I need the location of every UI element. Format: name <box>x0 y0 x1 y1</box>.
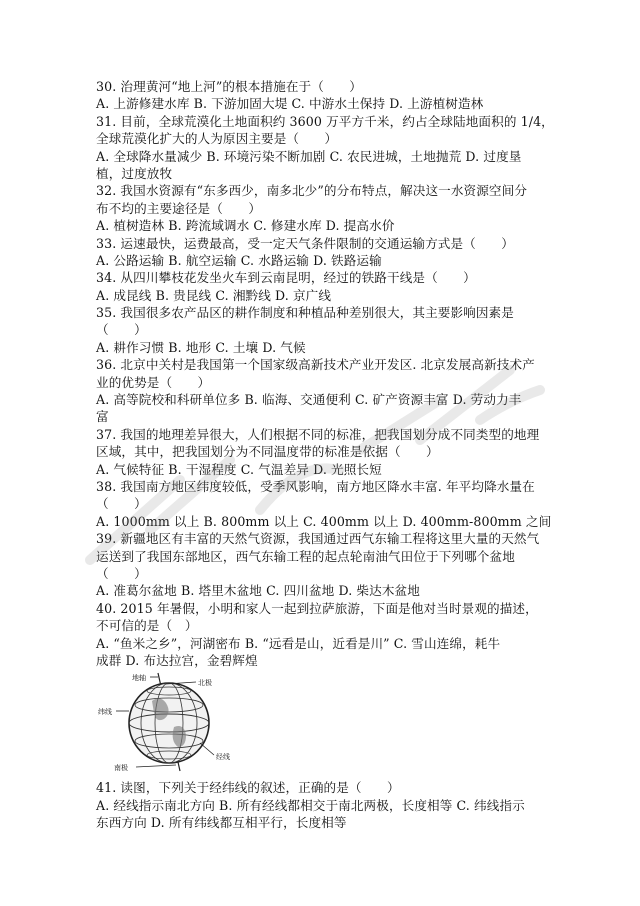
question-text-line: 37. 我国的地理差异很大，人们根据不同的标准，把我国划分成不同类型的地理 <box>96 426 540 442</box>
question-text-line: A. 公路运输 B. 航空运输 C. 水路运输 D. 铁路运输 <box>96 252 382 268</box>
globe-label-south-pole: 南极 <box>114 764 128 773</box>
question-text-line: 38. 我国南方地区纬度较低，受季风影响，南方地区降水丰富. 年平均降水量在 <box>96 478 535 494</box>
question-41-block <box>96 779 548 831</box>
globe-figure <box>96 671 548 775</box>
question-text-line: A. 植树造林 B. 跨流域调水 C. 修建水库 D. 提高水价 <box>96 218 395 234</box>
question-text-line: 39. 新疆地区有丰富的天然气资源，我国通过西气东输工程将这里大量的天然气 <box>96 531 540 547</box>
question-text-line: 35. 我国很多农产品区的耕作制度和种植品种差别很大，其主要影响因素是 <box>96 305 514 321</box>
question-41-text-line: A. 经线指示南北方向 B. 所有经线都相交于南北两极，长度相等 C. 纬线指示 <box>96 797 525 813</box>
question-text-line: 31. 目前，全球荒漠化土地面积约 3600 万平方千米，约占全球陆地面积的 1/4， <box>96 113 554 129</box>
question-text-line: A. 耕作习惯 B. 地形 C. 土壤 D. 气候 <box>96 339 306 355</box>
question-text-line: A. 全球降水量减少 B. 环境污染不断加剧 C. 农民进城，土地抛荒 D. 过度垦 <box>96 148 522 164</box>
question-text-line: 区域，其中，把我国划分为不同温度带的标准是依据（ ） <box>96 444 439 460</box>
globe-diagram <box>96 671 296 775</box>
question-text-line: A. 气候特征 B. 干湿程度 C. 气温差异 D. 光照长短 <box>96 461 382 477</box>
question-text-line: 36. 北京中关村是我国第一个国家级高新技术产业开发区. 北京发展高新技术产 <box>96 357 535 373</box>
globe-label-latitude: 纬线 <box>98 708 112 717</box>
question-text-line: A. 1000mm 以上 B. 800mm 以上 C. 400mm 以上 D. 400mm-800mm 之间 <box>96 513 552 529</box>
question-text-line: A. 上游修建水库 B. 下游加固大堤 C. 中游水土保持 D. 上游植树造林 <box>96 96 484 112</box>
question-text-line: 33. 运速最快，运费最高，受一定天气条件限制的交通运输方式是（ ） <box>96 235 514 251</box>
question-text-block <box>96 78 554 669</box>
globe-label-longitude: 经线 <box>216 753 230 762</box>
globe-label-north-pole: 北极 <box>198 679 212 688</box>
question-text-line: 植，过度放牧 <box>96 165 173 181</box>
question-text-line: A. 高等院校和科研单位多 B. 临海、交通便利 C. 矿产资源丰富 D. 劳动力丰 <box>96 392 522 408</box>
question-text-line: 布不均的主要途径是（ ） <box>96 200 262 216</box>
question-text-line: A. “鱼米之乡”，河湖密布 B. “远看是山，近看是川” C. 雪山连绵，耗牛 <box>96 635 501 651</box>
exam-page <box>96 78 554 831</box>
question-text-line: 富 <box>96 409 109 425</box>
question-text-line: 全球荒漠化扩大的人为原因主要是（ ） <box>96 131 338 147</box>
question-text-line: 不可信的是（ ） <box>96 618 198 634</box>
question-text-line: 业的优势是（ ） <box>96 374 211 390</box>
question-text-line: （ ） <box>96 322 147 338</box>
question-41-text-line: 东西方向 D. 所有纬线都互相平行，长度相等 <box>96 815 347 831</box>
question-text-line: （ ） <box>96 496 147 512</box>
question-text-line: 成群 D. 布达拉宫，金碧辉煌 <box>96 652 258 668</box>
question-text-line: 30. 治理黄河“地上河”的根本措施在于（ ） <box>96 79 362 94</box>
question-text-line: 34. 从四川攀枝花发坐火车到云南昆明，经过的铁路干线是（ ） <box>96 270 476 286</box>
question-text-line: 40. 2015 年暑假，小明和家人一起到拉萨旅游，下面是他对当时景观的描述， <box>96 600 538 616</box>
globe-label-axis: 地轴 <box>132 674 146 683</box>
question-text-line: 运送到了我国东部地区，西气东输工程的起点轮南油气田位于下列哪个盆地 <box>96 548 515 564</box>
question-text-line: A. 准葛尔盆地 B. 塔里木盆地 C. 四川盆地 D. 柴达木盆地 <box>96 583 420 599</box>
question-41-text-line: 41. 读图，下列关于经纬线的叙述，正确的是（ ） <box>96 780 400 796</box>
question-text-line: 32. 我国水资源有“东多西少，南多北少”的分布特点，解决这一水资源空间分 <box>96 183 528 199</box>
question-text-line: （ ） <box>96 565 147 581</box>
question-text-line: A. 成昆线 B. 贵昆线 C. 湘黔线 D. 京广线 <box>96 287 332 303</box>
